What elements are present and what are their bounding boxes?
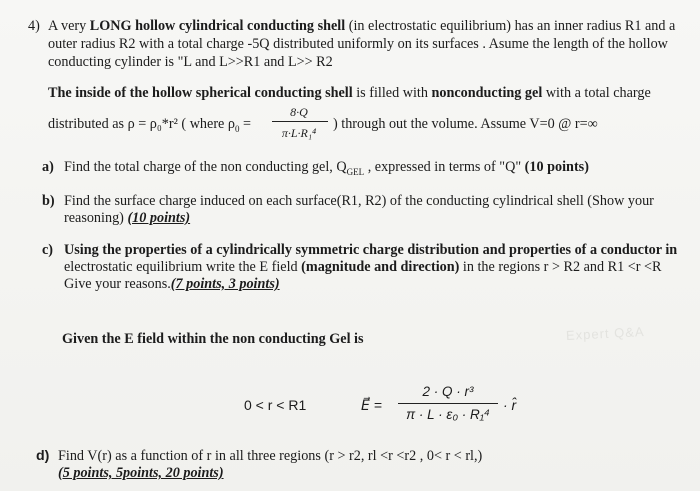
- gel-text-bold-2: nonconducting gel: [431, 85, 543, 101]
- intro-text-a: A very: [48, 18, 90, 34]
- part-a-label: a): [42, 159, 54, 175]
- rho0-denominator: π·L·R₁⁴: [281, 126, 317, 140]
- part-c-reasons: Give your reasons.: [64, 276, 171, 292]
- part-c-text-a: electrostatic equilibrium write the E field: [64, 259, 302, 275]
- part-c-text-c: in the regions r > R2 and R1 <r <R: [459, 259, 662, 275]
- part-a-question-2: , expressed in terms of "Q": [364, 159, 525, 175]
- equation-denominator: π · L · ε₀ · R₁⁴: [406, 407, 490, 422]
- rho0-fraction-bar: [272, 121, 328, 122]
- intro-line-3: conducting cylinder is "L and L>>R1 and L>> R2: [48, 54, 333, 70]
- equation-rhs: · r̂: [503, 397, 517, 413]
- gel-text-bold-1: The inside of the hollow spherical conducting shell: [48, 85, 353, 101]
- rho0-numerator: 8·Q: [290, 105, 308, 119]
- part-d-text: Find V(r) as a function of r in all three regions (r > r2, rl <r <r2 , 0< r < rl,): [58, 448, 483, 464]
- gel-description-line: [48, 85, 651, 101]
- part-c-line-1: Using the properties of a cylindrically symmetric charge distribution and properties of a conductor in: [64, 242, 678, 258]
- distribution-prefix: [48, 116, 251, 137]
- part-d-points: (5 points, 5points, 20 points): [58, 465, 224, 481]
- part-b-label: b): [42, 193, 55, 209]
- intro-text-b: (in electrostatic equilibrium) has an inner radius R1 and a: [345, 18, 676, 34]
- gel-text-2: with a total charge: [542, 85, 651, 101]
- part-a-text: [64, 159, 589, 180]
- distribution-suffix: ) through out the volume. Assume V=0 @ r=∞: [333, 116, 598, 132]
- part-b-points: (10 points): [127, 210, 191, 226]
- part-c-line-2: [64, 259, 661, 275]
- part-a-question: Find the total charge of the non conducting gel, Q: [64, 159, 347, 175]
- intro-text-bold: LONG hollow cylindrical conducting shell: [89, 18, 346, 34]
- equals-sign: =: [239, 116, 252, 132]
- equation-range: 0 < r < R1: [244, 397, 307, 413]
- gel-subscript: GEL: [346, 166, 365, 177]
- equation-fraction-bar: [398, 403, 498, 404]
- part-b-reasoning: reasoning): [64, 210, 128, 226]
- part-c-text-bold: (magnitude and direction): [301, 259, 460, 275]
- question-number: 4): [28, 18, 40, 34]
- intro-line-1: [48, 18, 675, 34]
- watermark: Expert Q&A: [565, 323, 645, 344]
- distribution-prefix-text: distributed as ρ = ρ₀*r² ( where ρ: [48, 116, 235, 132]
- given-e-field-heading: Given the E field within the non conducting Gel is: [62, 331, 364, 347]
- part-c-points: (7 points, 3 points): [170, 276, 280, 292]
- part-c-label: c): [42, 242, 54, 258]
- intro-line-2: outer radius R2 with a total charge -5Q distributed uniformly on its surfaces . Asume the length of the hollow: [48, 36, 668, 52]
- gel-text-1: is filled with: [352, 85, 432, 101]
- equation-lhs: E⃗ =: [361, 397, 382, 413]
- part-b-line-2: [64, 210, 190, 226]
- rho-subscript: 0: [234, 123, 240, 134]
- part-b-line-1: Find the surface charge induced on each surface(R1, R2) of the conducting cylindrical shell (Show your: [64, 193, 654, 209]
- part-a-points: (10 points): [524, 159, 589, 175]
- equation-numerator: 2 · Q · r³: [422, 384, 474, 399]
- part-c-line-3: [64, 276, 280, 292]
- part-d-label: d): [36, 448, 50, 464]
